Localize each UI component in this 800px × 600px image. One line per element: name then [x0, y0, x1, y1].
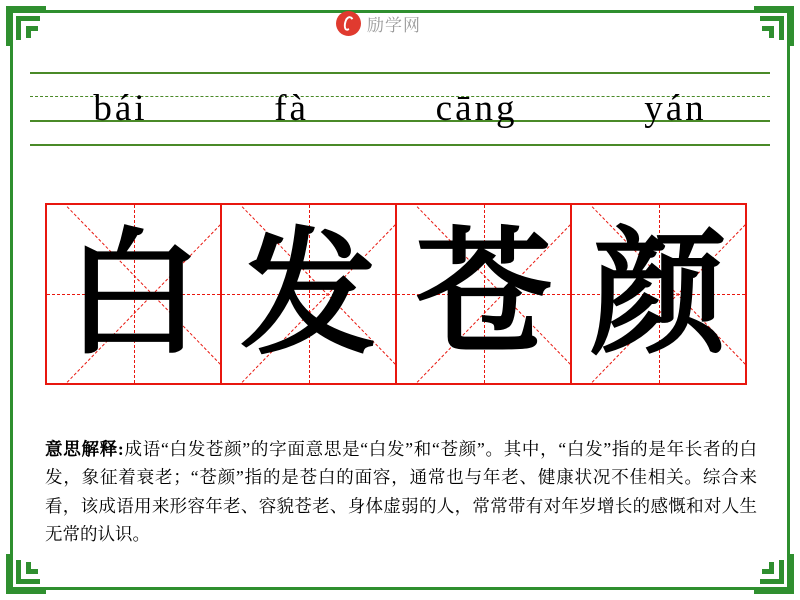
pinyin-syllable: fà — [274, 88, 309, 129]
corner-ornament-bottom-left — [6, 548, 52, 594]
character-cell — [395, 203, 572, 385]
corner-ornament-top-right — [748, 6, 794, 52]
character-glyph: 苍 — [415, 214, 552, 374]
character-glyph: 发 — [240, 214, 377, 374]
explanation-text: 成语“白发苍颜”的字面意思是“白发”和“苍颜”。其中，“白发”指的是年长者的白发，象征着衰老；“苍颜”指的是苍白的面容，通常也与年老、健康状况不佳相关。综合来看，该成语用来形容年老、容貌苍老、身体虚弱的人，常常带有对年岁增长的感慨和对人生无常的认识。 — [45, 439, 758, 545]
character-glyph: 颜 — [590, 214, 727, 374]
site-logo-text: 励学网 — [367, 15, 421, 35]
pinyin-staff — [30, 72, 770, 147]
explanation-block — [45, 435, 757, 548]
character-glyph: 白 — [65, 214, 202, 374]
explanation-label: 意思解释: — [45, 439, 124, 459]
site-logo[interactable] — [336, 8, 466, 38]
frame-left-border — [10, 10, 13, 590]
pinyin-syllable: cāng — [435, 88, 518, 129]
corner-ornament-top-left — [6, 6, 52, 52]
pinyin-row — [30, 72, 770, 145]
corner-ornament-bottom-right — [748, 548, 794, 594]
frame-right-border — [787, 10, 790, 590]
flame-logo-icon — [336, 11, 361, 36]
pinyin-syllable: bái — [93, 88, 148, 129]
frame-bottom-border — [10, 587, 790, 590]
character-cell — [570, 203, 747, 385]
character-cell — [220, 203, 397, 385]
character-cell — [45, 203, 222, 385]
pinyin-syllable: yán — [644, 88, 707, 129]
character-grid — [45, 203, 747, 385]
